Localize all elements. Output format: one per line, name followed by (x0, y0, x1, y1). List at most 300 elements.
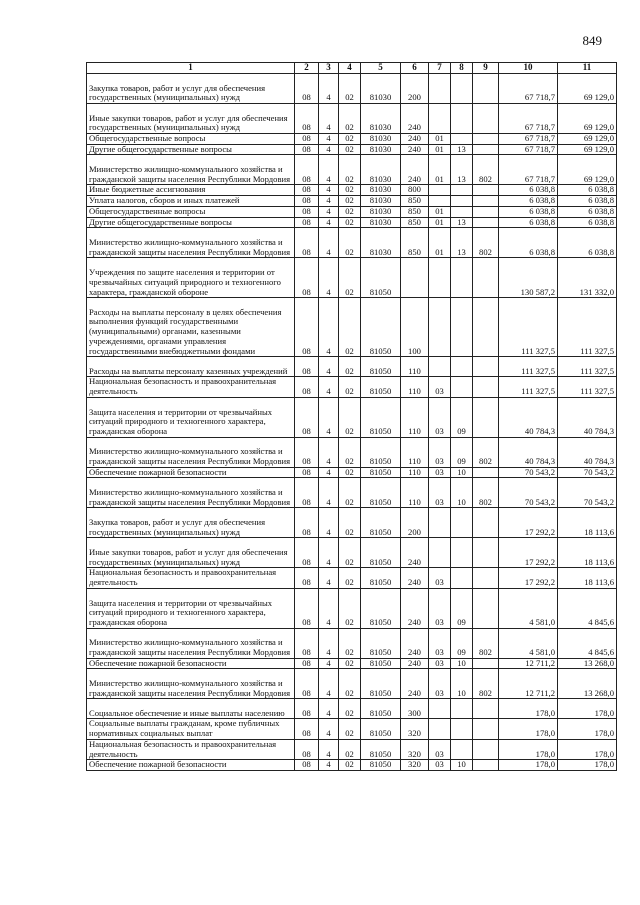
cell-name: Общегосударственные вопросы (87, 134, 295, 145)
cell-subchapter (451, 185, 473, 196)
cell-amount-year1: 178,0 (499, 760, 558, 771)
cell-expense-type: 110 (401, 377, 429, 397)
cell-section: 08 (295, 258, 319, 298)
cell-name: Министерство жилищно-коммунального хозяйства и гражданской защиты населения Республики Мордовия (87, 228, 295, 258)
cell-name: Национальная безопасность и правоохранительная деятельность (87, 377, 295, 397)
cell-target: 81050 (361, 258, 401, 298)
cell-program: 02 (339, 538, 361, 568)
cell-target: 81050 (361, 467, 401, 478)
cell-subsection: 4 (319, 104, 339, 134)
cell-chapter: 03 (429, 397, 451, 437)
cell-program: 02 (339, 437, 361, 467)
cell-name: Расходы на выплаты персоналу казенных учреждений (87, 357, 295, 377)
cell-amount-year2: 178,0 (558, 719, 617, 739)
cell-subsection: 4 (319, 155, 339, 185)
cell-department (473, 258, 499, 298)
cell-section: 08 (295, 228, 319, 258)
cell-target: 81030 (361, 74, 401, 104)
cell-department (473, 298, 499, 357)
cell-subchapter: 10 (451, 669, 473, 699)
cell-program: 02 (339, 669, 361, 699)
cell-chapter: 01 (429, 134, 451, 145)
cell-section: 08 (295, 104, 319, 134)
cell-subsection: 4 (319, 217, 339, 228)
cell-amount-year2: 40 784,3 (558, 437, 617, 467)
cell-expense-type: 850 (401, 206, 429, 217)
cell-subsection: 4 (319, 478, 339, 508)
cell-chapter: 03 (429, 568, 451, 588)
cell-target: 81030 (361, 134, 401, 145)
cell-amount-year2: 6 038,8 (558, 196, 617, 207)
column-header-8: 8 (451, 63, 473, 74)
cell-amount-year1: 17 292,2 (499, 538, 558, 568)
cell-amount-year2: 4 845,6 (558, 628, 617, 658)
column-header-2: 2 (295, 63, 319, 74)
cell-amount-year1: 40 784,3 (499, 437, 558, 467)
cell-expense-type: 320 (401, 719, 429, 739)
cell-amount-year2: 69 129,0 (558, 134, 617, 145)
cell-amount-year1: 12 711,2 (499, 669, 558, 699)
budget-table (86, 62, 617, 771)
cell-department (473, 134, 499, 145)
cell-department (473, 144, 499, 155)
cell-program: 02 (339, 206, 361, 217)
cell-program: 02 (339, 217, 361, 228)
cell-program: 02 (339, 228, 361, 258)
cell-target: 81030 (361, 206, 401, 217)
cell-amount-year2: 69 129,0 (558, 155, 617, 185)
table-row (87, 397, 617, 437)
cell-chapter: 03 (429, 658, 451, 669)
cell-amount-year1: 70 543,2 (499, 467, 558, 478)
cell-amount-year1: 130 587,2 (499, 258, 558, 298)
cell-target: 81050 (361, 397, 401, 437)
cell-amount-year2: 18 113,6 (558, 538, 617, 568)
cell-expense-type: 850 (401, 228, 429, 258)
cell-program: 02 (339, 588, 361, 628)
cell-subsection: 4 (319, 397, 339, 437)
cell-program: 02 (339, 760, 361, 771)
cell-name: Социальное обеспечение и иные выплаты населению (87, 699, 295, 719)
cell-section: 08 (295, 508, 319, 538)
cell-department (473, 568, 499, 588)
cell-amount-year1: 178,0 (499, 739, 558, 759)
table-row (87, 538, 617, 568)
header-row (87, 63, 617, 74)
cell-department (473, 104, 499, 134)
cell-department (473, 196, 499, 207)
cell-chapter: 03 (429, 377, 451, 397)
cell-name: Министерство жилищно-коммунального хозяйства и гражданской защиты населения Республики Мордовия (87, 669, 295, 699)
cell-name: Министерство жилищно-коммунального хозяйства и гражданской защиты населения Республики Мордовия (87, 628, 295, 658)
cell-name: Расходы на выплаты персоналу в целях обеспечения выполнения функций государственными (муниципальными) органами, казенными учреждениями, органами управления государственными внебюджетными фондами (87, 298, 295, 357)
cell-program: 02 (339, 74, 361, 104)
cell-program: 02 (339, 258, 361, 298)
cell-target: 81050 (361, 669, 401, 699)
cell-amount-year1: 6 038,8 (499, 185, 558, 196)
cell-section: 08 (295, 74, 319, 104)
cell-amount-year1: 6 038,8 (499, 228, 558, 258)
cell-chapter: 01 (429, 155, 451, 185)
cell-name: Другие общегосударственные вопросы (87, 144, 295, 155)
cell-chapter: 01 (429, 144, 451, 155)
cell-amount-year1: 67 718,7 (499, 74, 558, 104)
cell-department: 802 (473, 228, 499, 258)
table-row (87, 658, 617, 669)
cell-section: 08 (295, 588, 319, 628)
table-row (87, 74, 617, 104)
cell-expense-type: 240 (401, 568, 429, 588)
cell-target: 81030 (361, 155, 401, 185)
cell-amount-year2: 6 038,8 (558, 228, 617, 258)
table-row (87, 298, 617, 357)
cell-section: 08 (295, 669, 319, 699)
cell-expense-type: 300 (401, 699, 429, 719)
cell-chapter: 03 (429, 739, 451, 759)
cell-subchapter (451, 377, 473, 397)
cell-department (473, 699, 499, 719)
cell-department (473, 719, 499, 739)
table-row (87, 196, 617, 207)
table-row (87, 719, 617, 739)
cell-subchapter (451, 104, 473, 134)
table-row (87, 628, 617, 658)
cell-name: Закупка товаров, работ и услуг для обеспечения государственных (муниципальных) нужд (87, 508, 295, 538)
cell-expense-type: 800 (401, 185, 429, 196)
cell-amount-year1: 67 718,7 (499, 104, 558, 134)
cell-subsection: 4 (319, 669, 339, 699)
cell-name: Обеспечение пожарной безопасности (87, 760, 295, 771)
cell-program: 02 (339, 699, 361, 719)
cell-subchapter: 13 (451, 155, 473, 185)
cell-expense-type (401, 258, 429, 298)
cell-department (473, 74, 499, 104)
cell-subchapter: 10 (451, 658, 473, 669)
cell-subsection: 4 (319, 760, 339, 771)
cell-expense-type: 240 (401, 104, 429, 134)
column-header-5: 5 (361, 63, 401, 74)
cell-subsection: 4 (319, 508, 339, 538)
cell-target: 81050 (361, 478, 401, 508)
cell-section: 08 (295, 155, 319, 185)
cell-subchapter: 09 (451, 588, 473, 628)
column-header-4: 4 (339, 63, 361, 74)
cell-expense-type: 240 (401, 588, 429, 628)
cell-target: 81050 (361, 508, 401, 538)
cell-program: 02 (339, 104, 361, 134)
cell-expense-type: 110 (401, 397, 429, 437)
cell-subsection: 4 (319, 568, 339, 588)
cell-subsection: 4 (319, 628, 339, 658)
cell-department (473, 206, 499, 217)
cell-subsection: 4 (319, 377, 339, 397)
cell-subsection: 4 (319, 185, 339, 196)
cell-amount-year1: 6 038,8 (499, 217, 558, 228)
cell-target: 81050 (361, 568, 401, 588)
cell-subchapter: 09 (451, 437, 473, 467)
cell-department: 802 (473, 628, 499, 658)
cell-name: Защита населения и территории от чрезвычайных ситуаций природного и техногенного характера, гражданская оборона (87, 397, 295, 437)
cell-subchapter (451, 74, 473, 104)
cell-department (473, 217, 499, 228)
cell-department: 802 (473, 669, 499, 699)
table-row (87, 478, 617, 508)
cell-target: 81030 (361, 228, 401, 258)
cell-program: 02 (339, 144, 361, 155)
cell-amount-year1: 6 038,8 (499, 206, 558, 217)
table-row (87, 155, 617, 185)
cell-subchapter (451, 196, 473, 207)
cell-subchapter: 10 (451, 467, 473, 478)
cell-subsection: 4 (319, 658, 339, 669)
cell-amount-year1: 111 327,5 (499, 298, 558, 357)
cell-department (473, 467, 499, 478)
cell-department: 802 (473, 155, 499, 185)
cell-amount-year2: 18 113,6 (558, 508, 617, 538)
cell-chapter: 03 (429, 588, 451, 628)
cell-amount-year1: 67 718,7 (499, 144, 558, 155)
cell-amount-year1: 70 543,2 (499, 478, 558, 508)
cell-subsection: 4 (319, 467, 339, 478)
cell-section: 08 (295, 185, 319, 196)
table-row (87, 258, 617, 298)
cell-expense-type: 240 (401, 144, 429, 155)
cell-expense-type: 240 (401, 669, 429, 699)
cell-name: Иные закупки товаров, работ и услуг для обеспечения государственных (муниципальных) нужд (87, 538, 295, 568)
cell-subchapter (451, 298, 473, 357)
column-header-3: 3 (319, 63, 339, 74)
cell-section: 08 (295, 144, 319, 155)
cell-chapter: 01 (429, 217, 451, 228)
cell-name: Другие общегосударственные вопросы (87, 217, 295, 228)
cell-department: 802 (473, 437, 499, 467)
table-row (87, 185, 617, 196)
cell-department (473, 185, 499, 196)
cell-subsection: 4 (319, 144, 339, 155)
cell-section: 08 (295, 134, 319, 145)
cell-subchapter (451, 508, 473, 538)
cell-subchapter (451, 719, 473, 739)
cell-expense-type: 200 (401, 508, 429, 538)
cell-chapter: 03 (429, 669, 451, 699)
cell-section: 08 (295, 699, 319, 719)
column-header-7: 7 (429, 63, 451, 74)
cell-program: 02 (339, 568, 361, 588)
cell-program: 02 (339, 357, 361, 377)
cell-subchapter (451, 739, 473, 759)
cell-target: 81050 (361, 760, 401, 771)
cell-amount-year2: 6 038,8 (558, 217, 617, 228)
cell-amount-year1: 178,0 (499, 719, 558, 739)
cell-section: 08 (295, 628, 319, 658)
cell-name: Министерство жилищно-коммунального хозяйства и гражданской защиты населения Республики Мордовия (87, 478, 295, 508)
cell-name: Министерство жилищно-коммунального хозяйства и гражданской защиты населения Республики Мордовия (87, 155, 295, 185)
cell-chapter (429, 185, 451, 196)
cell-section: 08 (295, 357, 319, 377)
cell-target: 81050 (361, 437, 401, 467)
table-row (87, 669, 617, 699)
cell-department (473, 588, 499, 628)
cell-name: Иные бюджетные ассигнования (87, 185, 295, 196)
cell-program: 02 (339, 134, 361, 145)
cell-chapter (429, 74, 451, 104)
table-row (87, 217, 617, 228)
cell-amount-year1: 12 711,2 (499, 658, 558, 669)
cell-program: 02 (339, 739, 361, 759)
cell-department: 802 (473, 478, 499, 508)
cell-subsection: 4 (319, 228, 339, 258)
cell-subsection: 4 (319, 699, 339, 719)
table-row (87, 144, 617, 155)
cell-subchapter (451, 206, 473, 217)
cell-target: 81030 (361, 185, 401, 196)
cell-subsection: 4 (319, 298, 339, 357)
table-row (87, 467, 617, 478)
cell-section: 08 (295, 719, 319, 739)
cell-amount-year2: 70 543,2 (558, 478, 617, 508)
cell-program: 02 (339, 298, 361, 357)
cell-target: 81050 (361, 377, 401, 397)
cell-chapter: 03 (429, 760, 451, 771)
cell-amount-year2: 69 129,0 (558, 104, 617, 134)
cell-subsection: 4 (319, 196, 339, 207)
table-row (87, 206, 617, 217)
cell-chapter (429, 298, 451, 357)
cell-subsection: 4 (319, 719, 339, 739)
cell-subchapter: 13 (451, 228, 473, 258)
cell-chapter: 01 (429, 228, 451, 258)
cell-subsection: 4 (319, 258, 339, 298)
cell-program: 02 (339, 719, 361, 739)
cell-name: Иные закупки товаров, работ и услуг для обеспечения государственных (муниципальных) нужд (87, 104, 295, 134)
cell-section: 08 (295, 377, 319, 397)
cell-subchapter (451, 699, 473, 719)
cell-expense-type: 850 (401, 196, 429, 207)
cell-chapter (429, 258, 451, 298)
column-header-1: 1 (87, 63, 295, 74)
cell-name: Национальная безопасность и правоохранительная деятельность (87, 568, 295, 588)
table-row (87, 357, 617, 377)
cell-subsection: 4 (319, 588, 339, 628)
cell-expense-type: 240 (401, 134, 429, 145)
cell-section: 08 (295, 217, 319, 228)
cell-chapter (429, 538, 451, 568)
cell-amount-year2: 69 129,0 (558, 144, 617, 155)
cell-subsection: 4 (319, 739, 339, 759)
cell-amount-year1: 17 292,2 (499, 508, 558, 538)
cell-expense-type: 110 (401, 437, 429, 467)
cell-department (473, 760, 499, 771)
cell-name: Обеспечение пожарной безопасности (87, 658, 295, 669)
cell-name: Закупка товаров, работ и услуг для обеспечения государственных (муниципальных) нужд (87, 74, 295, 104)
cell-subchapter (451, 357, 473, 377)
cell-expense-type: 240 (401, 538, 429, 568)
cell-chapter (429, 196, 451, 207)
cell-amount-year1: 4 581,0 (499, 588, 558, 628)
cell-department (473, 538, 499, 568)
cell-target: 81030 (361, 217, 401, 228)
cell-subsection: 4 (319, 538, 339, 568)
cell-subchapter: 09 (451, 628, 473, 658)
cell-amount-year2: 6 038,8 (558, 185, 617, 196)
column-header-6: 6 (401, 63, 429, 74)
cell-amount-year2: 69 129,0 (558, 74, 617, 104)
cell-target: 81030 (361, 144, 401, 155)
cell-target: 81050 (361, 588, 401, 628)
cell-target: 81050 (361, 739, 401, 759)
cell-name: Общегосударственные вопросы (87, 206, 295, 217)
cell-section: 08 (295, 760, 319, 771)
cell-amount-year2: 111 327,5 (558, 298, 617, 357)
cell-chapter (429, 104, 451, 134)
cell-subchapter: 13 (451, 217, 473, 228)
cell-section: 08 (295, 298, 319, 357)
table-row (87, 437, 617, 467)
cell-department (473, 658, 499, 669)
cell-name: Национальная безопасность и правоохранительная деятельность (87, 739, 295, 759)
cell-amount-year1: 111 327,5 (499, 357, 558, 377)
cell-amount-year1: 40 784,3 (499, 397, 558, 437)
cell-subchapter: 10 (451, 760, 473, 771)
cell-department (473, 397, 499, 437)
cell-chapter: 01 (429, 206, 451, 217)
cell-program: 02 (339, 377, 361, 397)
cell-expense-type: 100 (401, 298, 429, 357)
cell-program: 02 (339, 397, 361, 437)
cell-section: 08 (295, 206, 319, 217)
cell-amount-year2: 178,0 (558, 739, 617, 759)
cell-amount-year2: 178,0 (558, 760, 617, 771)
table-row (87, 134, 617, 145)
cell-program: 02 (339, 628, 361, 658)
cell-subchapter: 09 (451, 397, 473, 437)
cell-subchapter: 10 (451, 478, 473, 508)
cell-expense-type: 240 (401, 658, 429, 669)
cell-section: 08 (295, 196, 319, 207)
cell-target: 81050 (361, 719, 401, 739)
cell-subchapter (451, 568, 473, 588)
cell-section: 08 (295, 658, 319, 669)
cell-name: Учреждения по защите населения и территории от чрезвычайных ситуаций природного и техногенного характера, гражданской обороне (87, 258, 295, 298)
cell-target: 81050 (361, 298, 401, 357)
cell-program: 02 (339, 478, 361, 508)
cell-expense-type: 110 (401, 467, 429, 478)
cell-amount-year2: 70 543,2 (558, 467, 617, 478)
cell-expense-type: 240 (401, 155, 429, 185)
cell-subsection: 4 (319, 357, 339, 377)
table-row (87, 699, 617, 719)
page-number: 849 (582, 33, 602, 48)
column-header-11: 11 (558, 63, 617, 74)
cell-chapter (429, 357, 451, 377)
cell-amount-year1: 17 292,2 (499, 568, 558, 588)
cell-program: 02 (339, 196, 361, 207)
cell-department (473, 377, 499, 397)
cell-amount-year1: 111 327,5 (499, 377, 558, 397)
cell-subsection: 4 (319, 134, 339, 145)
column-header-10: 10 (499, 63, 558, 74)
cell-subchapter (451, 258, 473, 298)
cell-program: 02 (339, 155, 361, 185)
cell-section: 08 (295, 568, 319, 588)
cell-chapter (429, 508, 451, 538)
column-header-9: 9 (473, 63, 499, 74)
cell-target: 81050 (361, 658, 401, 669)
cell-chapter (429, 719, 451, 739)
cell-program: 02 (339, 658, 361, 669)
cell-subchapter (451, 134, 473, 145)
cell-chapter: 03 (429, 467, 451, 478)
